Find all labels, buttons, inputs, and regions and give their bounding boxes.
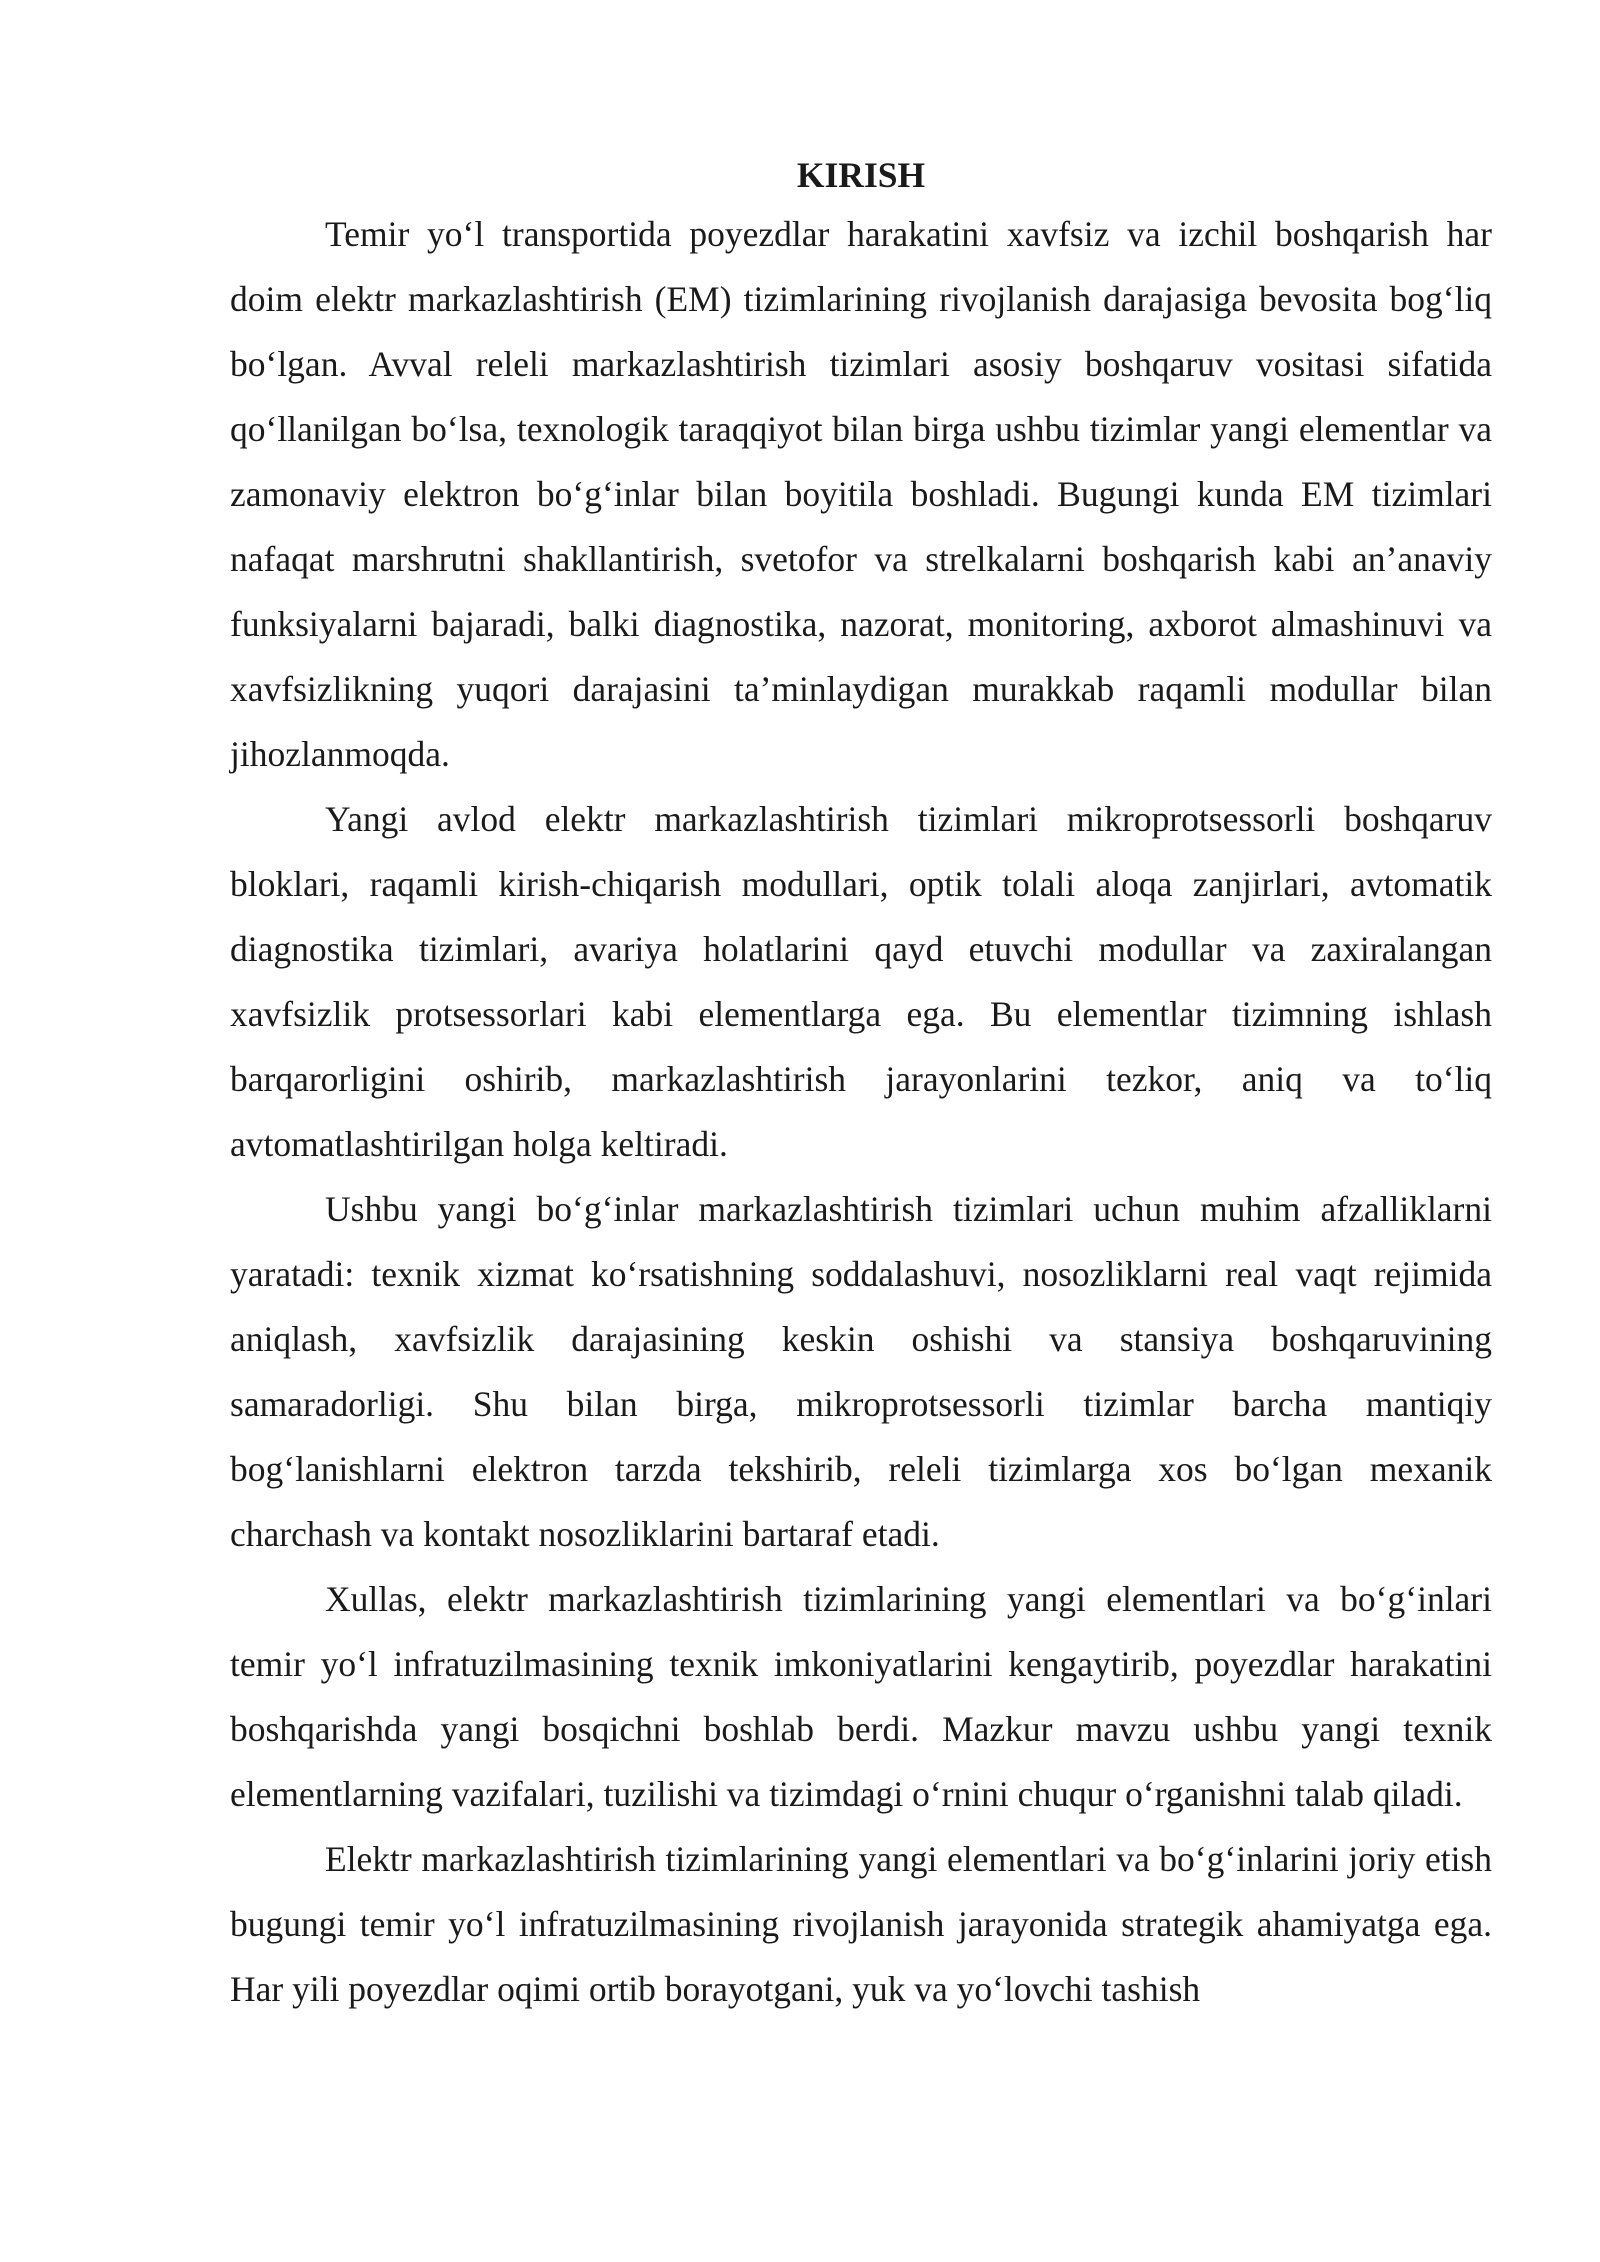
page-content: [230, 150, 1492, 2022]
paragraph-3: Ushbu yangi bo‘g‘inlar markazlashtirish tizimlari uchun muhim afzalliklarni yaratadi: texnik xizmat ko‘rsatishning soddalashuvi, nosozliklarni real vaqt rejimida aniqlash, xavfsizlik darajasining keskin oshishi va stansiya boshqaruvining samaradorligi. Shu bilan birga, mikroprotsessorli tizimlar barcha mantiqiy bog‘lanishlarni elektron tarzda tekshirib, releli tizimlarga xos bo‘lgan mexanik charchash va kontakt nosozliklarini bartaraf etadi.: [230, 1189, 1492, 1554]
paragraph-5: Elektr markazlashtirish tizimlarining yangi elementlari va bo‘g‘inlarini joriy etish bugungi temir yo‘l infratuzilmasining rivojlanish jarayonida strategik ahamiyatga ega. Har yili poyezdlar oqimi ortib borayotgani, yuk va yo‘lovchi tashish: [230, 1839, 1492, 2009]
paragraph-4: Xullas, elektr markazlashtirish tizimlarining yangi elementlari va bo‘g‘inlari temir yo‘l infratuzilmasining texnik imkoniyatlarini kengaytirib, poyezdlar harakatini boshqarishda yangi bosqichni boshlab berdi. Mazkur mavzu ushbu yangi texnik elementlarning vazifalari, tuzilishi va tizimdagi o‘rnini chuqur o‘rganishni talab qiladi.: [230, 1579, 1492, 1814]
paragraph-2: Yangi avlod elektr markazlashtirish tizimlari mikroprotsessorli boshqaruv bloklari, raqamli kirish-chiqarish modullari, optik tolali aloqa zanjirlari, avtomatik diagnostika tizimlari, avariya holatlarini qayd etuvchi modullar va zaxiralangan xavfsizlik protsessorlari kabi elementlarga ega. Bu elementlar tizimning ishlash barqarorligini oshirib, markazlashtirish jarayonlarini tezkor, aniq va to‘liq avtomatlashtirilgan holga keltiradi.: [230, 799, 1492, 1164]
paragraph-1: Temir yo‘l transportida poyezdlar harakatini xavfsiz va izchil boshqarish har doim elektr markazlashtirish (EM) tizimlarining rivojlanish darajasiga bevosita bog‘liq bo‘lgan. Avval releli markazlashtirish tizimlari asosiy boshqaruv vositasi sifatida qo‘llanilgan bo‘lsa, texnologik taraqqiyot bilan birga ushbu tizimlar yangi elementlar va zamonaviy elektron bo‘g‘inlar bilan boyitila boshladi. Bugungi kunda EM tizimlari nafaqat marshrutni shakllantirish, svetofor va strelkalarni boshqarish kabi an’anaviy funksiyalarni bajaradi, balki diagnostika, nazorat, monitoring, axborot almashinuvi va xavfsizlikning yuqori darajasini ta’minlaydigan murakkab raqamli modullar bilan jihozlanmoqda.: [230, 214, 1492, 774]
page-title: KIRISH: [796, 155, 926, 195]
